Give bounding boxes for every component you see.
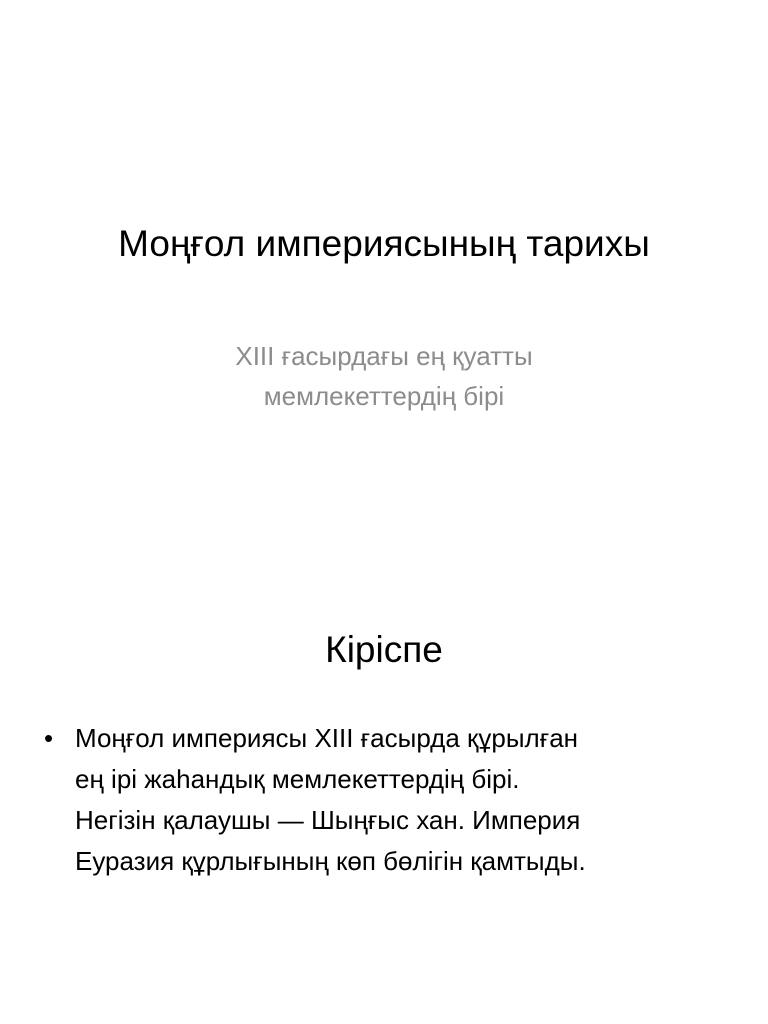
subtitle-line: XIII ғасырдағы ең қуатты bbox=[235, 341, 533, 371]
bullet-item bbox=[38, 718, 728, 882]
slide-title: Кіріспе bbox=[325, 629, 443, 670]
slide-title: Моңғол империясының тарихы bbox=[118, 223, 650, 264]
slide-subtitle bbox=[120, 336, 648, 416]
content-slide bbox=[0, 512, 768, 1024]
subtitle-line: мемлекеттердің бірі bbox=[263, 381, 505, 411]
bullet-marker: • bbox=[44, 723, 54, 753]
bullet-line: ең ірі жаһандық мемлекеттердің бірі. bbox=[75, 764, 520, 794]
bullet-line: Моңғол империясы XIII ғасырда құрылған bbox=[75, 723, 579, 753]
bullet-line: Еуразия құрлығының көп бөлігін қамтыды. bbox=[75, 846, 586, 876]
bullet-list bbox=[38, 718, 728, 882]
bullet-line: Негізін қалаушы — Шыңғыс хан. Империя bbox=[75, 805, 581, 835]
